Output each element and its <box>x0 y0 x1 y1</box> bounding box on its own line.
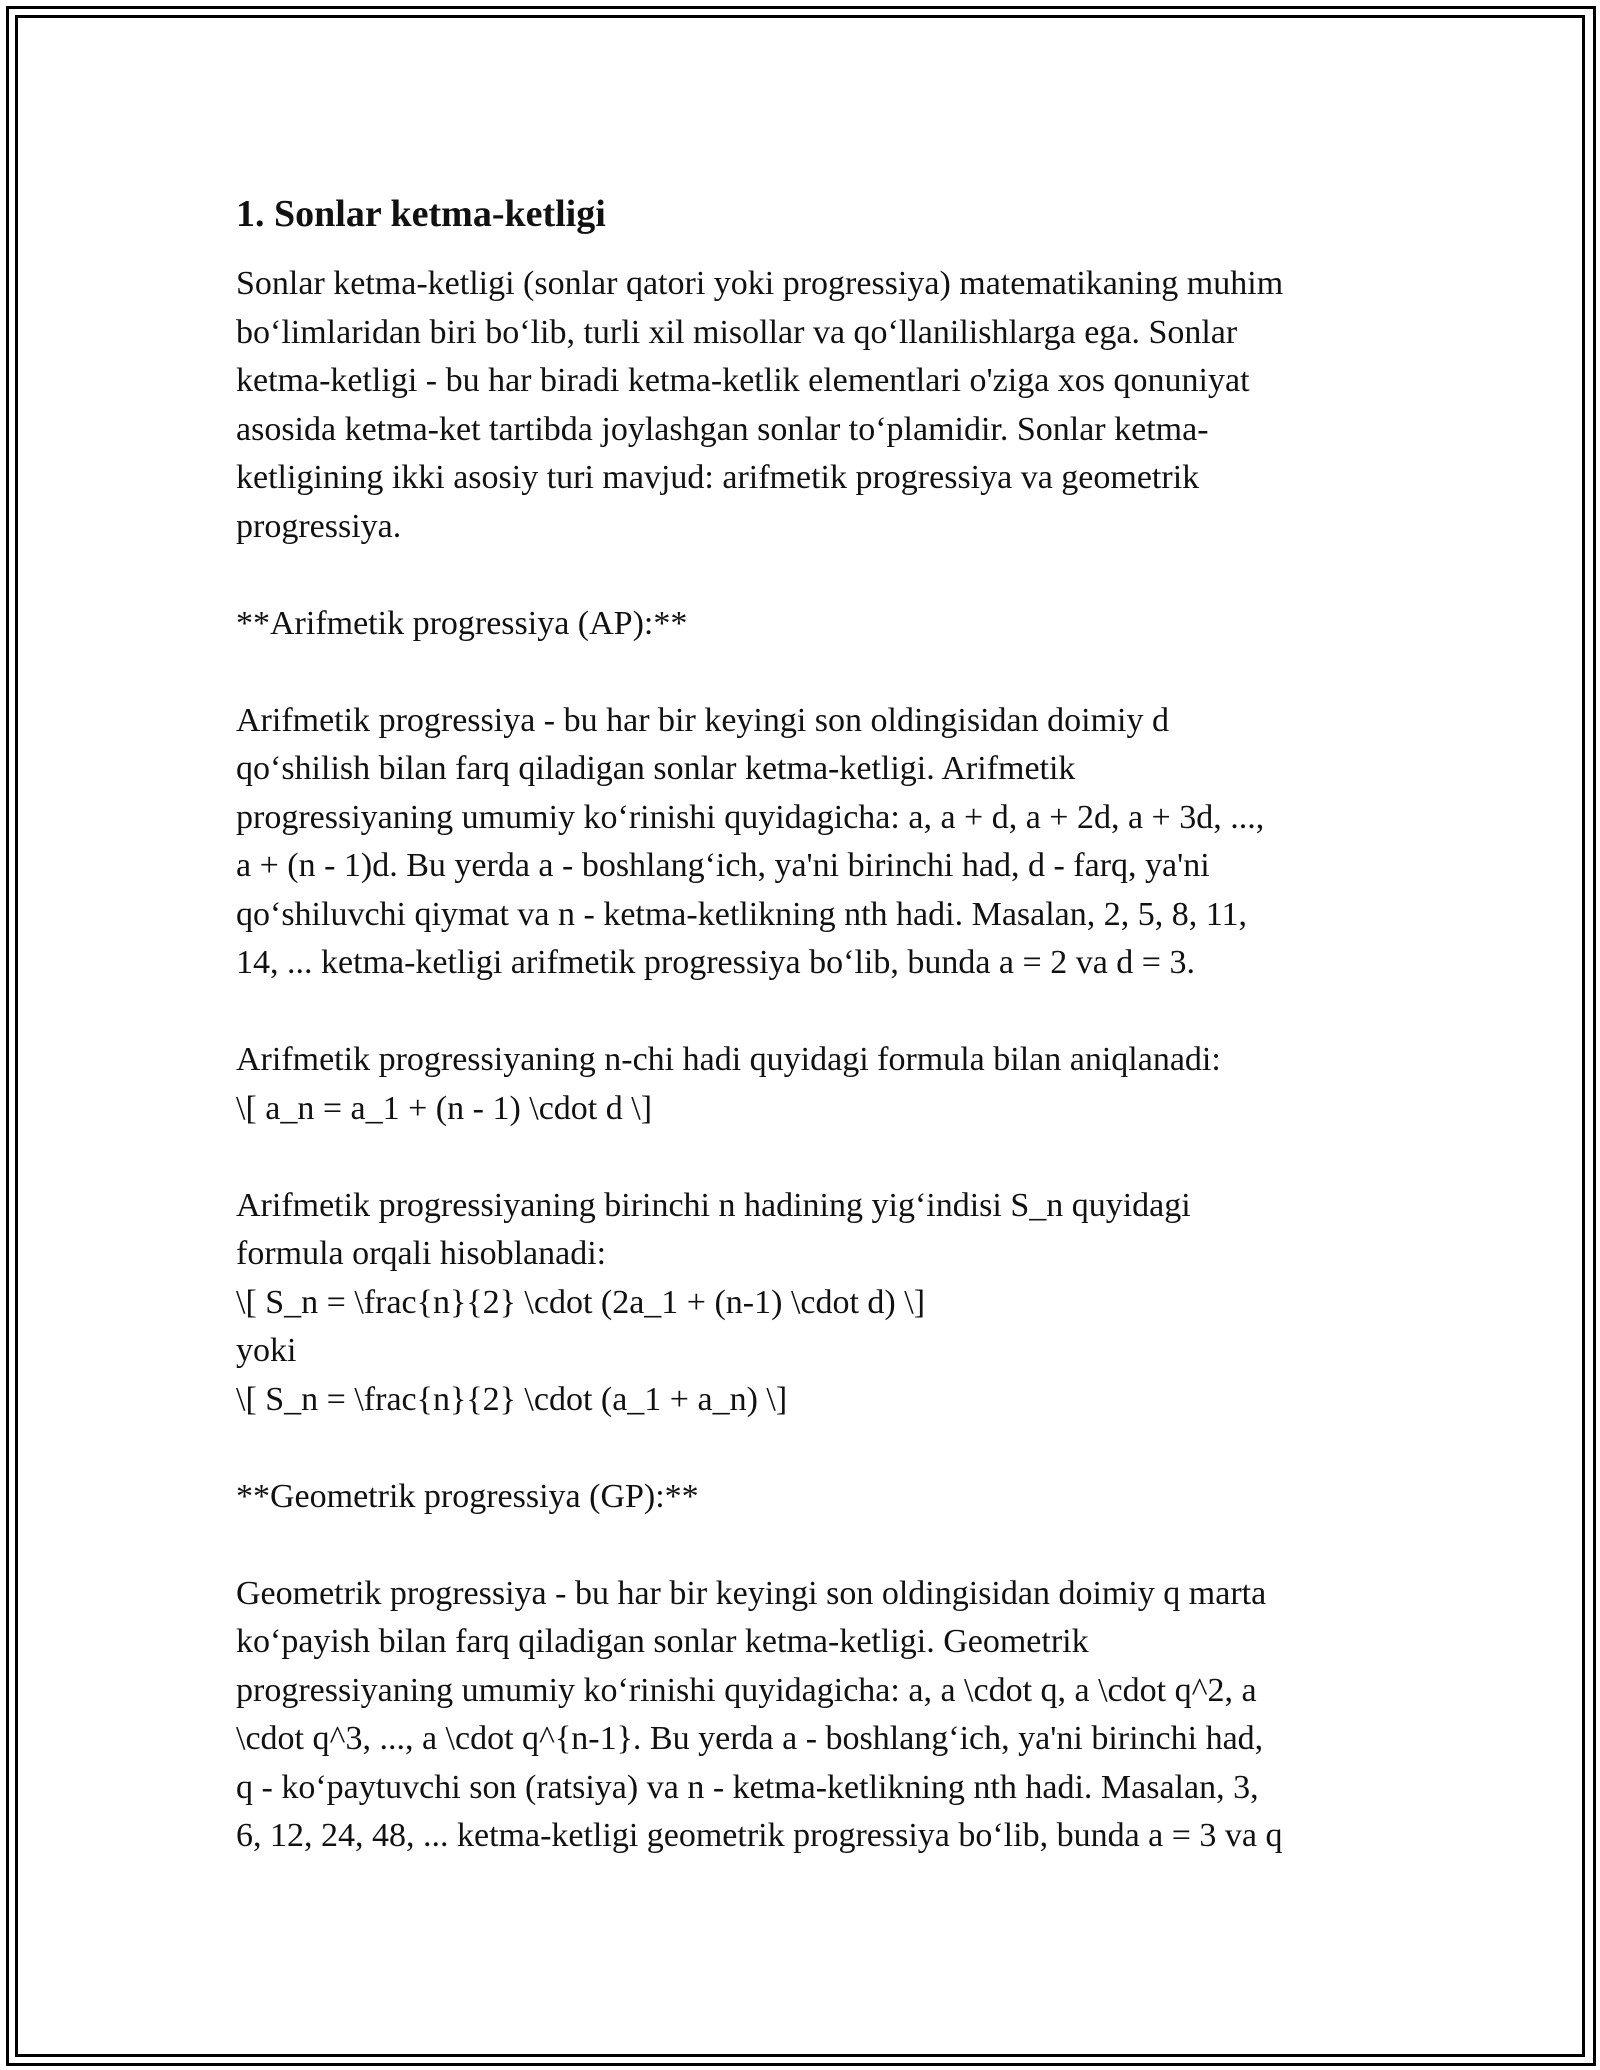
paragraph-gap <box>236 1424 1386 1473</box>
paragraph-gap <box>236 551 1386 600</box>
arithmetic-progression-heading: **Arifmetik progressiya (AP):** <box>236 604 688 642</box>
document-body <box>236 190 1386 1861</box>
paragraph-gap <box>236 648 1386 697</box>
geometric-progression-heading: **Geometrik progressiya (GP):** <box>236 1477 699 1515</box>
arithmetic-sum-formula: Arifmetik progressiyaning birinchi n hadining yig‘indisi S_n quyidagi formula orqali hisoblanadi: \[ S_n = \frac{n}{2} \cdot (2a_1 + (n-1) \cdot d) \] yoki \[ S_n = \frac{n}{2} \cdot (a_1 + a_n) \] <box>236 1186 1191 1418</box>
section-heading: 1. Sonlar ketma-ketligi <box>236 193 606 235</box>
arithmetic-progression-definition: Arifmetik progressiya - bu har bir keyingi son oldingisidan doimiy d qo‘shilish bilan farq qiladigan sonlar ketma-ketligi. Arifmetik progressiyaning umumiy ko‘rinishi quyidagicha: a, a + d, a + 2d, a + 3d, ..., a + (n - 1)d. Bu yerda a - boshlang‘ich, ya'ni birinchi had, d - farq, ya'ni qo‘shiluvchi qiymat va n - ketma-ketlikning nth hadi. Masalan, 2, 5, 8, 11, 14, ... ketma-ketligi arifmetik progressiya bo‘lib, bunda a = 2 va d = 3. <box>236 701 1265 981</box>
paragraph-gap <box>236 1521 1386 1570</box>
paragraph-gap <box>236 988 1386 1037</box>
paragraph-gap <box>236 1133 1386 1182</box>
intro-paragraph: Sonlar ketma-ketligi (sonlar qatori yoki progressiya) matematikaning muhim bo‘limlaridan biri bo‘lib, turli xil misollar va qo‘llanilishlarga ega. Sonlar ketma-ketligi - bu har biradi ketma-ketlik elementlari o'ziga xos qonuniyat asosida ketma-ket tartibda joylashgan sonlar to‘plamidir. Sonlar ketma- ketligining ikki asosiy turi mavjud: arifmetik progressiya va geometrik progressiya. <box>236 265 1284 545</box>
geometric-progression-definition: Geometrik progressiya - bu har bir keyingi son oldingisidan doimiy q marta ko‘payish bilan farq qiladigan sonlar ketma-ketligi. Geometrik progressiyaning umumiy ko‘rinishi quyidagicha: a, a \cdot q, a \cdot q^2, a \cdot q^3, ..., a \cdot q^{n-1}. Bu yerda a - boshlang‘ich, ya'ni birinchi had, q - ko‘paytuvchi son (ratsiya) va n - ketma-ketlikning nth hadi. Masalan, 3, 6, 12, 24, 48, ... ketma-ketligi geometrik progressiya bo‘lib, bunda a = 3 va q <box>236 1574 1283 1854</box>
arithmetic-nth-term-formula: Arifmetik progressiyaning n-chi hadi quyidagi formula bilan aniqlanadi: \[ a_n = a_1 + (n - 1) \cdot d \] <box>236 1041 1221 1127</box>
